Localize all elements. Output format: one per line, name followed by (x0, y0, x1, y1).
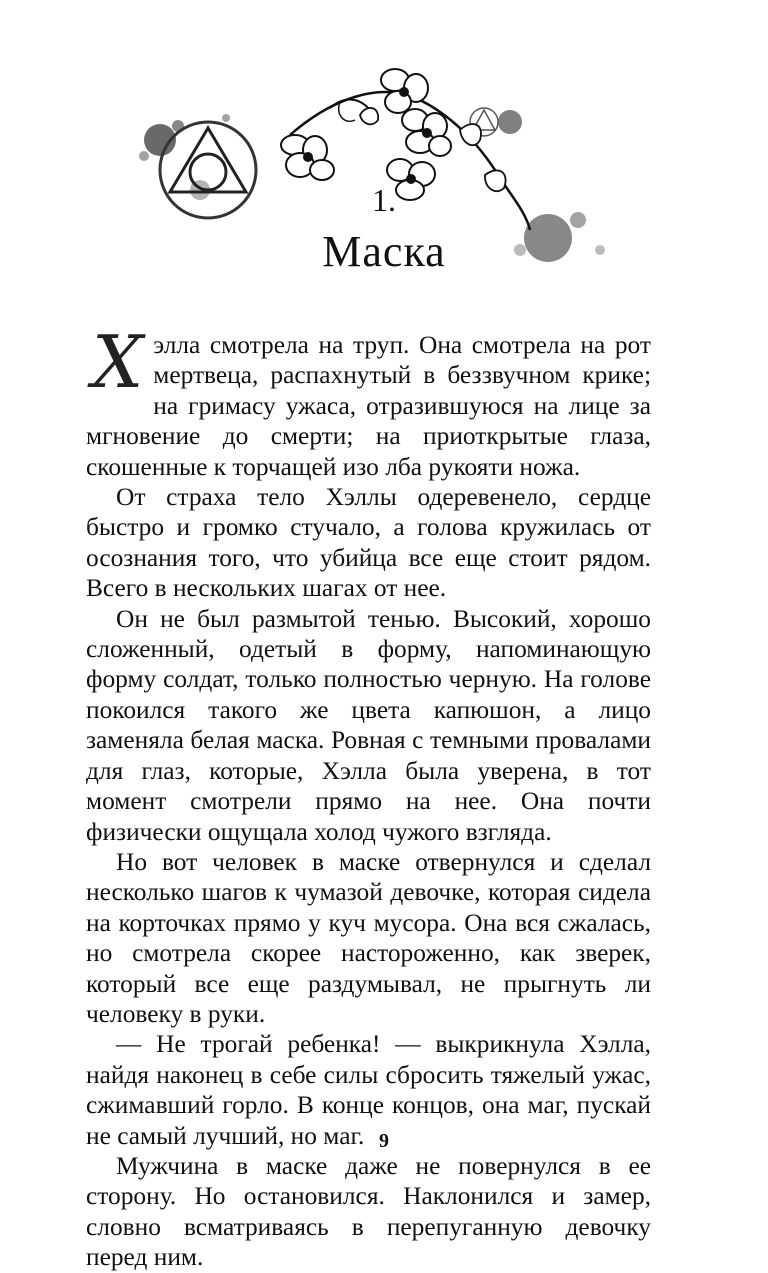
paragraph: Он не был размытой тенью. Высокий, хорошо сложенный, одетый в форму, напоминающую форму солдат, только полностью черную. На голове покоился такого же цвета капюшон, а лицо заменяла белая маска. Ровная с темными провалами для глаз, которые, Хэлла была уверена, в тот момент смотрели прямо на нее. Она почти физически ощущала холод чужого взгляда. (86, 604, 651, 846)
paragraph: От страха тело Хэллы одеревенело, сердце быстро и громко стучало, а голова кружилась от осознания того, что убийца все еще стоит рядом. Всего в нескольких шагах от нее. (86, 483, 651, 603)
page-number: 9 (379, 1130, 389, 1152)
drop-cap: Х (92, 320, 144, 404)
paragraph: Но вот человек в маске отвернулся и сделал несколько шагов к чумазой девочке, которая сидела на корточках прямо у куч мусора. Она вся сжалась, но смотрела скорее настороженно, как зверек, который все еще раздумывал, не прыгнуть ли человеку в руки. (86, 847, 651, 1028)
paragraph: Хэлла смотрела на труп. Она смотрела на рот мертвеца, распахнутый в беззвучном крике; на гримасу ужаса, отразившуюся на лице за мгновение до смерти; на приоткрытые глаза, скошенные к торчащей изо лба рукояти ножа. (86, 320, 651, 481)
paragraph: Мужчина в маске даже не повернулся в ее сторону. Но остановился. Наклонился и замер, словно всматриваясь в перепуганную девочку перед ним. (86, 1151, 651, 1272)
chapter-title: Маска (322, 227, 446, 276)
chapter-number: 1. (372, 182, 396, 218)
paragraph: — Не трогай ребенка! — выкрикнула Хэлла, найдя наконец в себе силы сбросить тяжелый ужас, сжимавший горло. В конце концов, она маг, пускай не самый лучший, но маг. (86, 1030, 651, 1150)
